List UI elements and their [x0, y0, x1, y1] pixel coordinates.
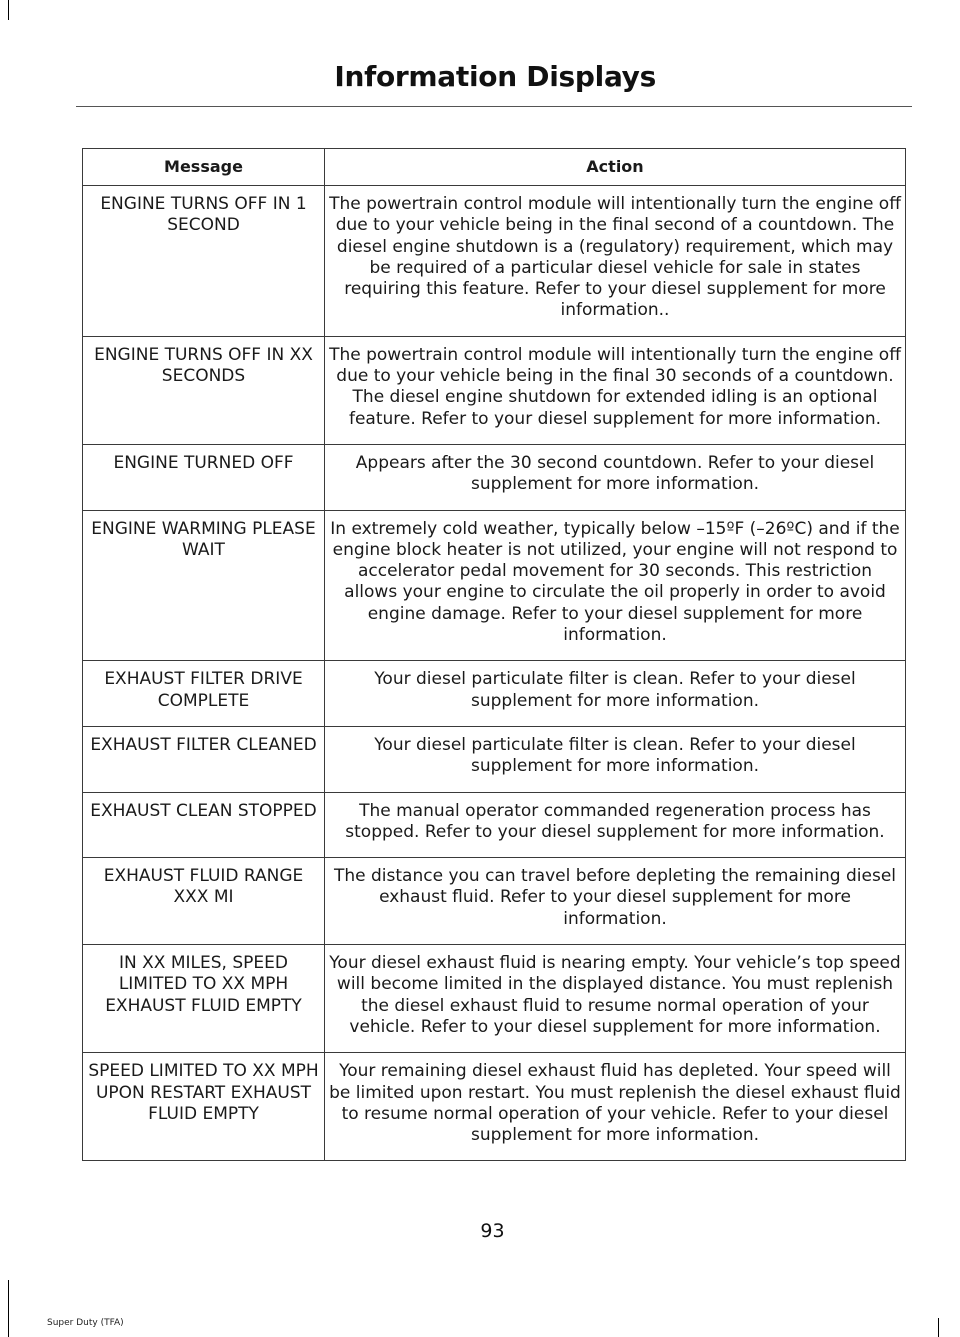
table-header-row — [83, 149, 906, 186]
message-cell: IN XX MILES, SPEED LIMITED TO XX MPH EXHAUST FLUID EMPTY — [83, 945, 325, 1053]
table-row — [83, 336, 906, 444]
action-cell: Your diesel particulate filter is clean. Refer to your diesel supplement for more information. — [325, 661, 906, 727]
action-cell: Appears after the 30 second countdown. Refer to your diesel supplement for more information. — [325, 444, 906, 510]
action-cell: In extremely cold weather, typically below –15ºF (–26ºC) and if the engine block heater is not utilized, your engine will not respond to accelerator pedal movement for 30 seconds. This restriction allows your engine to circulate the oil properly in order to avoid engine damage. Refer to your diesel supplement for more information. — [325, 510, 906, 661]
column-header-message: Message — [83, 149, 325, 186]
table-row — [83, 1053, 906, 1161]
message-cell: EXHAUST FLUID RANGE XXX MI — [83, 858, 325, 945]
action-cell: Your diesel particulate filter is clean. Refer to your diesel supplement for more information. — [325, 726, 906, 792]
action-cell: Your diesel exhaust fluid is nearing empty. Your vehicle’s top speed will become limited in the displayed distance. You must replenish the diesel exhaust fluid to resume normal operation of your vehicle. Refer to your diesel supplement for more information. — [325, 945, 906, 1053]
message-cell: ENGINE TURNS OFF IN 1 SECOND — [83, 186, 325, 337]
action-cell: The manual operator commanded regeneration process has stopped. Refer to your diesel supplement for more information. — [325, 792, 906, 858]
message-cell: EXHAUST FILTER CLEANED — [83, 726, 325, 792]
message-cell: ENGINE TURNED OFF — [83, 444, 325, 510]
action-cell: The distance you can travel before depleting the remaining diesel exhaust fluid. Refer to your diesel supplement for more information. — [325, 858, 906, 945]
message-cell: ENGINE WARMING PLEASE WAIT — [83, 510, 325, 661]
table-row — [83, 510, 906, 661]
crop-mark-bottom-right — [938, 1318, 939, 1337]
table-row — [83, 661, 906, 727]
crop-mark-top-left — [8, 0, 9, 20]
message-cell: SPEED LIMITED TO XX MPH UPON RESTART EXHAUST FLUID EMPTY — [83, 1053, 325, 1161]
message-table — [82, 148, 906, 1161]
table-row — [83, 444, 906, 510]
action-cell: The powertrain control module will intentionally turn the engine off due to your vehicle being in the final 30 seconds of a countdown. The diesel engine shutdown for extended idling is an optional feature. Refer to your diesel supplement for more information. — [325, 336, 906, 444]
table-row — [83, 186, 906, 337]
message-cell: EXHAUST FILTER DRIVE COMPLETE — [83, 661, 325, 727]
action-cell: The powertrain control module will intentionally turn the engine off due to your vehicle being in the final second of a countdown. The diesel engine shutdown is a (regulatory) requirement, which may be required of a particular diesel vehicle for sale in states requiring this feature. Refer to your diesel supplement for more information.. — [325, 186, 906, 337]
edition-label: Super Duty (TFA) — [47, 1318, 124, 1328]
header-divider — [76, 106, 912, 107]
message-cell: ENGINE TURNS OFF IN XX SECONDS — [83, 336, 325, 444]
table-row — [83, 945, 906, 1053]
page-title: Information Displays — [334, 60, 656, 93]
column-header-action: Action — [325, 149, 906, 186]
crop-mark-bottom-left — [8, 1280, 9, 1337]
action-cell: Your remaining diesel exhaust fluid has depleted. Your speed will be limited upon restart. You must replenish the diesel exhaust fluid to resume normal operation of your vehicle. Refer to your diesel supplement for more information. — [325, 1053, 906, 1161]
table-row — [83, 726, 906, 792]
page-number: 93 — [480, 1220, 505, 1242]
table-row — [83, 792, 906, 858]
message-cell: EXHAUST CLEAN STOPPED — [83, 792, 325, 858]
table-row — [83, 858, 906, 945]
